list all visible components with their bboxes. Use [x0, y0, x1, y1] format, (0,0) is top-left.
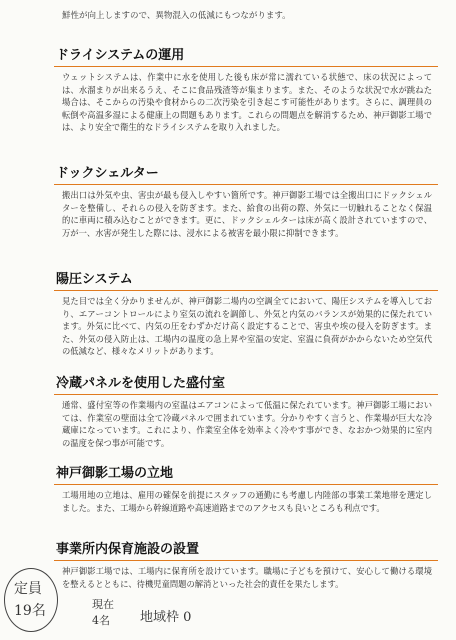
- section-body: 通常、盛付室等の作業場内の室温はエアコンによって低温に保たれています。神戸御影工場においては、作業室の壁面は全て冷蔵パネルで囲まれています。分かりやすく言うと、作業場が巨大な冷蔵庫になっています。これにより、作業室全体を効率よく冷やす事ができ、なおかつ効果的に室内の温度を保つ事が可能です。: [62, 400, 432, 448]
- section-heading: 冷蔵パネルを使用した盛付室: [56, 376, 226, 391]
- heading-underline: [54, 394, 438, 395]
- section-body: 見た目では全く分かりませんが、神戸御影二場内の空調全てにおいて、陽圧システムを導入しており、エアーコントロールにより室気の流れを調節し、外気と内気のバランスが効果的に保たれています。外気に比べて、内気の圧をわずかだけ高く設定することで、害虫や埃の侵入を防ぎます。また、外気の侵入防止は、工場内の温度の急上昇や室温の安定、室温に負荷がかからないため空気代の低減など、様々なメリットがあります。: [62, 296, 432, 357]
- section-heading: 神戸御影工場の立地: [56, 466, 174, 481]
- section-dock-shelter: [54, 166, 438, 239]
- handwritten-local-quota: 地域枠 0: [140, 610, 192, 625]
- section-location: [54, 466, 438, 514]
- handwritten-current-label: 現在: [92, 598, 114, 611]
- section-cold-room: [54, 376, 438, 449]
- handwritten-current-value: 4名: [92, 614, 110, 627]
- section-nursery: [54, 542, 438, 590]
- section-heading: 事業所内保育施設の設置: [56, 542, 200, 557]
- section-positive-pressure: [54, 272, 438, 358]
- heading-underline: [54, 66, 438, 67]
- section-body: 工場用地の立地は、雇用の確保を前提にスタッフの通勤にも考慮し内陸部の事業工業地帯を選定しました。また、工場から幹線道路や高速道路までのアクセスも良いところも利点です。: [62, 490, 432, 513]
- heading-underline: [54, 560, 438, 561]
- heading-underline: [54, 290, 438, 291]
- section-heading: ドックシェルター: [56, 166, 159, 181]
- heading-underline: [54, 484, 438, 485]
- intro-paragraph: 鮮性が向上しますので、異物混入の低減にもつながります。: [62, 11, 291, 21]
- section-body: 搬出口は外気や虫、害虫が最も侵入しやすい箇所です。神戸御影工場では全搬出口にドックシェルターを整備し、それらの侵入を防ぎます。また、給食の出荷の際、外気に一切触れることなく保温的に車両に積み込むことができます。更に、ドックシェルターは床が高く設計されていますので、万が一、水害が発生した際には、浸水による被害を最小限に抑制できます。: [62, 190, 432, 238]
- section-body: 神戸御影工場では、工場内に保育所を設けています。職場に子どもを預けて、安心して働ける環境を整えるとともに、待機児童問題の解消といった社会的責任を果たします。: [62, 566, 432, 589]
- section-dry-system: [54, 48, 438, 134]
- handwritten-capacity-label: 定員: [14, 581, 42, 597]
- section-heading: 陽圧システム: [56, 272, 133, 287]
- heading-underline: [54, 184, 438, 185]
- handwritten-capacity-value: 19名: [14, 603, 46, 619]
- section-body: ウェットシステムは、作業中に水を使用した後も床が常に濡れている状態で、床の状況によっては、水溜まりが出来るうえ、そこに食品残渣等が集まります。また、そのような状況で水が跳ねた場合は、そこからの汚染や食材からの二次汚染を引き起こす可能性があります。さらに、調理員の転倒や高温多湿による健康上の問題もあります。これらの問題点を解消するため、神戸御影工場では、より安全で衛生的なドライシステムを取り入れました。: [62, 72, 432, 133]
- section-heading: ドライシステムの運用: [56, 48, 185, 63]
